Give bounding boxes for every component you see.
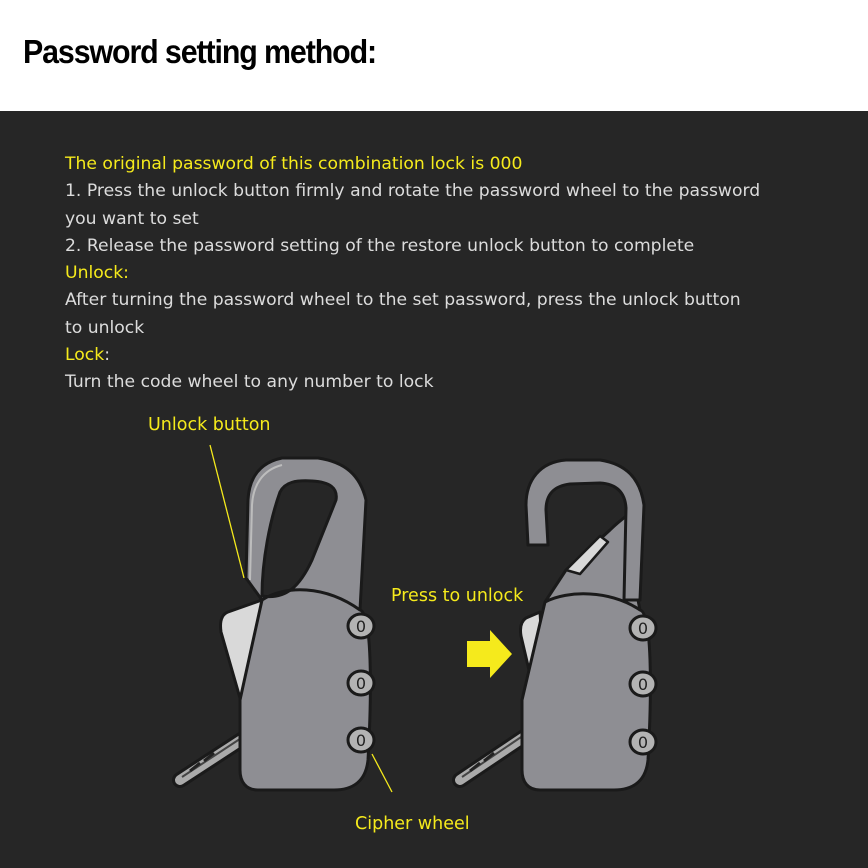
unlock-heading: Unlock: — [65, 263, 129, 284]
right-cipher-wheel-1-icon — [630, 616, 656, 640]
left-cipher-wheel-2-icon — [348, 671, 374, 695]
left-wheel-digit-2: 0 — [355, 674, 367, 693]
intro-line: The original password of this combination lock is 000 — [65, 154, 523, 174]
unlock-line1: After turning the password wheel to the set password, press the unlock button — [65, 290, 741, 311]
left-wheel-digit-1: 0 — [355, 617, 367, 636]
step1-line1: 1. Press the unlock button firmly and rotate the password wheel to the password — [65, 181, 761, 202]
left-wheel-digit-3: 0 — [355, 731, 367, 750]
cipher-wheel-leader-line — [372, 754, 392, 792]
right-cipher-wheel-3-icon — [630, 730, 656, 754]
right-lock — [460, 460, 656, 790]
left-lock — [180, 458, 374, 790]
unlock-line2: to unlock — [65, 317, 145, 338]
step2-line: 2. Release the password setting of the restore unlock button to complete — [65, 235, 695, 256]
lock-heading-colon: : — [104, 345, 110, 366]
cipher-wheel-label: Cipher wheel — [355, 814, 470, 834]
right-cipher-wheel-2-icon — [630, 672, 656, 696]
right-wheel-digit-1: 0 — [637, 619, 649, 638]
unlock-button-label: Unlock button — [148, 415, 271, 435]
lock-heading: Lock — [65, 345, 105, 366]
right-lock-cable-icon — [460, 731, 530, 780]
page-title: Password setting method: — [23, 33, 377, 70]
left-cipher-wheel-1-icon — [348, 614, 374, 638]
lock-text: Turn the code wheel to any number to lock — [65, 372, 434, 393]
left-cipher-wheel-3-icon — [348, 728, 374, 752]
right-wheel-digit-3: 0 — [637, 733, 649, 752]
right-wheel-digit-2: 0 — [637, 675, 649, 694]
unlock-button-leader-line — [210, 445, 244, 578]
step1-line2: you want to set — [65, 208, 199, 229]
press-arrow-icon — [467, 630, 512, 678]
press-to-unlock-label: Press to unlock — [391, 586, 524, 606]
